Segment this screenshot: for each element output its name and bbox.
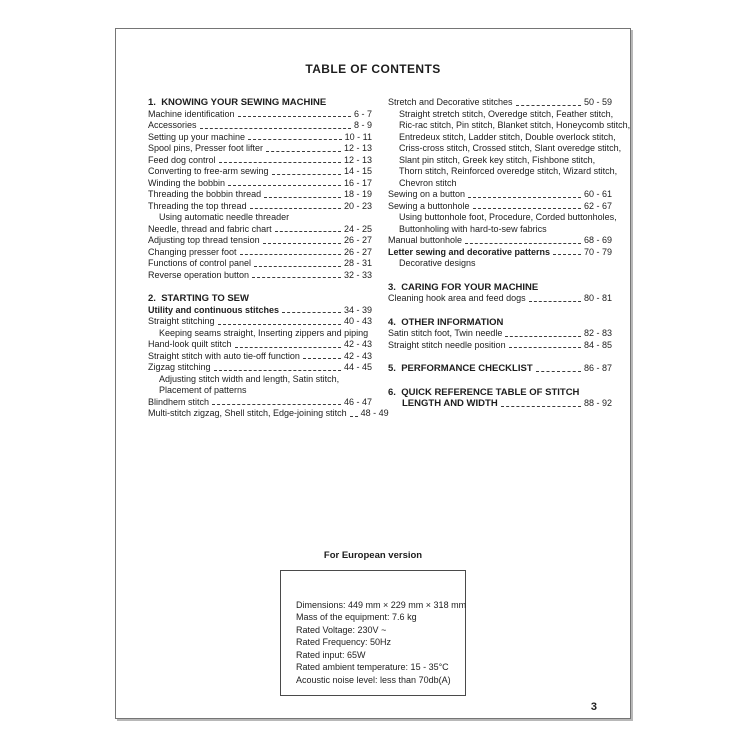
toc-section-heading: 1. KNOWING YOUR SEWING MACHINE [148, 97, 327, 108]
toc-entry-label: Sewing a buttonhole [388, 200, 470, 211]
dash-leader [272, 174, 341, 175]
dash-leader [536, 371, 581, 372]
toc-subnote: Straight stretch stitch, Overedge stitch, Feather stitch, [399, 108, 614, 119]
toc-entry [148, 270, 372, 282]
toc-entry-label: Zigzag stitching [148, 362, 211, 372]
spec-line: Mass of the equipment: 7.6 kg [296, 612, 417, 622]
toc-entry-pages: 70 - 79 [583, 246, 612, 257]
toc-entry-label: Hand-look quilt stitch [148, 339, 232, 349]
toc-entry [148, 397, 372, 409]
dash-leader [275, 231, 341, 232]
toc-entry-pages: 12 - 13 [343, 154, 372, 165]
toc-entry [148, 339, 372, 351]
toc-entry-pages: 8 - 9 [353, 120, 372, 130]
toc-subnote: Using buttonhole foot, Procedure, Corded buttonholes, [399, 212, 617, 222]
toc-entry-label: Adjusting top thread tension [148, 235, 260, 245]
toc-entry-pages: 14 - 15 [343, 166, 372, 176]
toc-entry [388, 247, 612, 259]
toc-entry-label: Reverse operation button [148, 269, 250, 280]
toc-entry-label: Letter sewing and decorative patterns [388, 246, 551, 257]
toc-subnote: Decorative designs [399, 258, 476, 268]
toc-gap [388, 375, 612, 387]
european-version-section [116, 550, 630, 696]
toc-entry-pages: 46 - 47 [343, 396, 372, 407]
dash-leader [509, 347, 581, 348]
dash-leader [254, 266, 341, 267]
toc-entry [148, 235, 372, 247]
european-version-heading: For European version [323, 549, 423, 561]
toc-entry-pages: 26 - 27 [343, 246, 372, 257]
toc-entry-pages: 86 - 87 [583, 363, 612, 373]
dash-leader [282, 312, 341, 313]
toc-columns [116, 97, 630, 420]
spec-line: Rated Voltage: 230V ~ [296, 624, 387, 635]
dash-leader [303, 358, 341, 359]
toc-gap [388, 270, 612, 282]
toc-entry-pages: 44 - 45 [343, 362, 372, 372]
toc-entry-label: Winding the bobbin [148, 177, 226, 188]
toc-gap [388, 351, 612, 363]
dash-leader [200, 128, 351, 129]
toc-subnote: Slant pin stitch, Greek key stitch, Fishbone stitch, [399, 154, 596, 165]
toc-entry [148, 258, 372, 270]
toc-entry-label: Utility and continuous stitches [148, 304, 280, 315]
toc-subnote: Thorn stitch, Reinforced overedge stitch, Wizard stitch, [399, 166, 618, 176]
dash-leader [263, 243, 341, 244]
dash-leader [350, 416, 358, 417]
toc-entry-pages: 42 - 43 [343, 339, 372, 349]
toc-entry-label: Threading the top thread [148, 200, 247, 211]
toc-entry [148, 120, 372, 132]
toc-entry-label: Converting to free-arm sewing [148, 166, 269, 176]
toc-entry [148, 351, 372, 363]
toc-entry [148, 224, 372, 236]
manual-page [115, 28, 631, 719]
dash-leader [529, 301, 581, 302]
dash-leader [240, 254, 341, 255]
toc-entry-label: Needle, thread and fabric chart [148, 223, 272, 234]
toc-entry [148, 178, 372, 190]
spec-line: Dimensions: 449 mm × 229 mm × 318 mm [296, 599, 467, 610]
toc-entry-label: 5. PERFORMANCE CHECKLIST [388, 363, 533, 374]
toc-entry-pages: 16 - 17 [343, 177, 372, 188]
dash-leader [264, 197, 341, 198]
toc-entry-pages: 88 - 92 [583, 398, 612, 408]
toc-entry [148, 201, 372, 213]
toc-entry-pages: 68 - 69 [583, 235, 612, 245]
toc-subnote: Ric-rac stitch, Pin stitch, Blanket stitch, Honeycomb stitch, [399, 120, 631, 130]
toc-entry-label: Threading the bobbin thread [148, 189, 262, 199]
toc-entry-pages: 20 - 23 [343, 200, 372, 211]
toc-entry [148, 143, 372, 155]
toc-entry [148, 109, 372, 121]
toc-entry [388, 189, 612, 201]
toc-subnote: Chevron stitch [399, 177, 457, 188]
dash-leader [553, 254, 581, 255]
toc-entry [148, 305, 372, 317]
toc-entry-label: Feed dog control [148, 154, 216, 165]
toc-entry [388, 328, 612, 340]
toc-entry-pages: 82 - 83 [583, 328, 612, 338]
spec-line: Rated ambient temperature: 15 - 35°C [296, 662, 449, 672]
page-title: TABLE OF CONTENTS [305, 62, 441, 76]
toc-subnote: Entredeux stitch, Ladder stitch, Double overlock stitch, [399, 131, 616, 142]
dash-leader [228, 185, 341, 186]
toc-entry-pages: 10 - 11 [344, 131, 372, 142]
toc-entry-label: Changing presser foot [148, 246, 237, 257]
dash-leader [214, 370, 341, 371]
toc-entry-pages: 60 - 61 [583, 189, 612, 199]
toc-entry-label: Straight stitch with auto tie-off function [148, 350, 300, 361]
spec-line: Rated input: 65W [296, 649, 366, 660]
toc-entry-pages: 62 - 67 [583, 200, 612, 211]
dash-leader [252, 277, 341, 278]
toc-entry-pages: 28 - 31 [343, 258, 372, 268]
toc-entry-label: Spool pins, Presser foot lifter [148, 143, 264, 153]
toc-entry-label: Cleaning hook area and feed dogs [388, 293, 526, 303]
toc-entry-pages: 18 - 19 [343, 189, 372, 199]
toc-subnote: Keeping seams straight, Inserting zippers and piping [159, 327, 369, 338]
toc-entry-label: Multi-stitch zigzag, Shell stitch, Edge-joining stitch [148, 408, 347, 418]
toc-entry [148, 166, 372, 178]
european-specs-box [280, 570, 466, 696]
toc-gap [148, 281, 372, 293]
toc-entry [388, 363, 612, 375]
toc-entry-pages: 12 - 13 [343, 143, 372, 153]
dash-leader [473, 208, 581, 209]
toc-entry-pages: 42 - 43 [343, 350, 372, 361]
dash-leader [465, 243, 581, 244]
toc-entry-pages: 84 - 85 [583, 339, 612, 350]
toc-section-heading: 4. OTHER INFORMATION [388, 316, 504, 328]
toc-entry-label: Functions of control panel [148, 258, 252, 268]
toc-entry-pages: 26 - 27 [343, 235, 372, 245]
toc-entry-label: LENGTH AND WIDTH [402, 398, 498, 409]
toc-entry [148, 155, 372, 167]
toc-entry-label: Setting up your machine [148, 131, 246, 142]
toc-left-column [148, 97, 389, 420]
toc-section-heading: 2. STARTING TO SEW [148, 293, 249, 304]
toc-entry-pages: 80 - 81 [583, 293, 612, 303]
dash-leader [266, 151, 341, 152]
toc-entry-pages: 48 - 49 [360, 408, 389, 418]
toc-entry [148, 247, 372, 259]
toc-entry [148, 189, 372, 201]
dash-leader [516, 105, 581, 106]
toc-section-heading: 6. QUICK REFERENCE TABLE OF STITCH [388, 386, 580, 398]
toc-entry-pages: 24 - 25 [343, 223, 372, 234]
dash-leader [218, 324, 341, 325]
toc-entry [148, 132, 372, 144]
dash-leader [468, 197, 581, 198]
toc-entry-label: Machine identification [148, 108, 235, 119]
toc-entry-label: Straight stitch needle position [388, 339, 506, 350]
toc-entry [388, 97, 612, 109]
dash-leader [219, 162, 341, 163]
toc-entry [388, 201, 612, 213]
toc-gap [388, 305, 612, 317]
toc-entry-pages: 50 - 59 [583, 97, 612, 107]
spec-line: Acoustic noise level: less than 70db(A) [296, 674, 451, 685]
toc-subnote: Criss-cross stitch, Crossed stitch, Slant overedge stitch, [399, 143, 622, 153]
toc-subnote: Adjusting stitch width and length, Satin stitch, [159, 373, 340, 384]
toc-entry-label: Stretch and Decorative stitches [388, 97, 513, 107]
dash-leader [250, 208, 341, 209]
toc-section-heading: 3. CARING FOR YOUR MACHINE [388, 281, 539, 293]
dash-leader [501, 406, 581, 407]
toc-subnote: Using automatic needle threader [159, 212, 290, 222]
spec-line: Rated Frequency: 50Hz [296, 637, 392, 647]
toc-entry-pages: 40 - 43 [343, 316, 372, 326]
toc-entry [388, 235, 612, 247]
dash-leader [505, 336, 581, 337]
toc-entry-pages: 34 - 39 [343, 304, 372, 315]
toc-entry [388, 398, 612, 410]
toc-entry [388, 293, 612, 305]
toc-subnote: Placement of patterns [159, 385, 247, 395]
toc-entry-label: Blindhem stitch [148, 396, 210, 407]
toc-entry-pages: 6 - 7 [353, 108, 372, 119]
dash-leader [248, 139, 342, 140]
toc-entry-pages: 32 - 33 [343, 269, 372, 280]
toc-entry-label: Straight stitching [148, 316, 215, 326]
page-number: 3 [590, 701, 597, 713]
toc-entry-label: Accessories [148, 120, 197, 130]
toc-entry [148, 362, 372, 374]
toc-entry [388, 340, 612, 352]
toc-right-column [388, 97, 631, 420]
toc-entry [148, 408, 389, 420]
dash-leader [212, 404, 341, 405]
toc-entry-label: Satin stitch foot, Twin needle [388, 328, 503, 338]
toc-subnote: Buttonholing with hard-to-sew fabrics [399, 223, 547, 234]
toc-entry-label: Sewing on a button [388, 189, 466, 199]
toc-entry [148, 316, 372, 328]
dash-leader [235, 347, 341, 348]
toc-entry-label: Manual buttonhole [388, 235, 463, 245]
dash-leader [238, 116, 351, 117]
